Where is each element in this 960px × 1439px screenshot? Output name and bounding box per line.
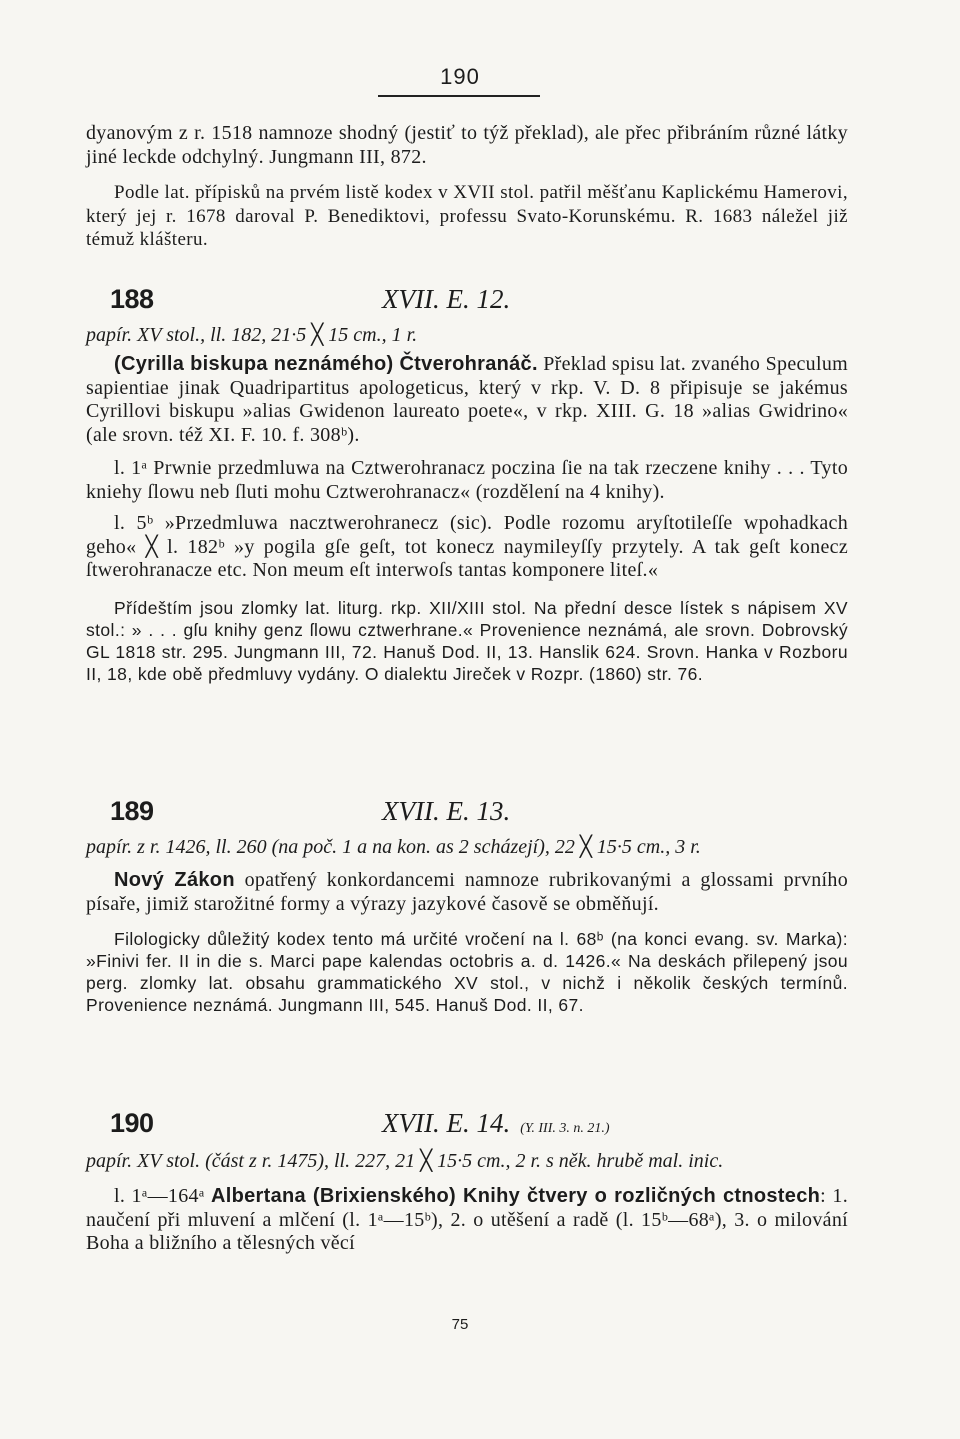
- intro-paragraph-1: dyanovým z r. 1518 namnoze shodný (jestiť to týž překlad), ale přec přibráním různé látky jiné leckde odchylný. Jungmann III, 872.: [86, 122, 848, 168]
- entry-signature: XVII. E. 12.: [382, 284, 511, 314]
- entry-signature-main: XVII. E. 14.: [382, 1108, 511, 1138]
- sheet-number: 75: [451, 1316, 469, 1333]
- entry-title-rest: Překlad spisu lat. zvaného Speculum sapientiae jinak Quadripartitus apologeticus, který v rkp. V. D. 8 připisuje se jakémus Cyrillovi biskupu »alias Gwidenon laureato poete«, v rkp. XIII. G. 18 »alias Gwidrino« (ale srovn. též XI. F. 10. f. 308ᵇ).: [86, 353, 848, 446]
- entry-paragraph-lead: l. 1ᵃ—164ᵃ: [114, 1185, 211, 1207]
- entry-189-body: [86, 836, 848, 1016]
- entry-paragraph-2: l. 5ᵇ »Przedmluwa nacztwerohranecz (sic). Podle rozomu aryſtotileſſe wpohadkach geho« ╳ l. 182ᵇ »y pogila gſe geſt, tot konecz naymileyſſy przytely. A tak geſt konecz ſtwerohranacze etc. Non meum eſt interwoſs tantas komponere liteſ.«: [86, 512, 848, 581]
- entry-description: [86, 353, 848, 447]
- entry-paragraph-3: Přídeštím jsou zlomky lat. liturg. rkp. XII/XIII stol. Na přední desce lístek s nápisem XV stol.: » . . . gſu knihy genz ſlowu cztwerhrane.« Provenience neznámá, ale srovn. Dobrovský GL 1818 str. 295. Jungmann III, 72. Hanuš Dod. II, 13. Hanslik 624. Srovn. Hanka v Rozboru II, 18, kde obě předmluvy vydány. O dialektu Jireček v Rozpr. (1860) str. 76.: [86, 597, 848, 684]
- entry-190-body: [86, 1150, 848, 1256]
- entry-paragraph-1: [86, 1185, 848, 1256]
- entry-description: [86, 869, 848, 916]
- entry-title: Nový Zákon: [114, 869, 235, 891]
- entry-paragraph-1: l. 1ᵃ Prwnie przedmluwa na Cztwerohranacz poczina ſie na tak rzeczene knihy . . . Tyto kniehy ſlowu neb ſluti mohu Cztwerohranacz« (rozdělení na 4 knihy).: [86, 457, 848, 503]
- entry-title: Albertana (Brixienského) Knihy čtvery o rozličných ctnostech: [210, 1185, 821, 1207]
- entry-188-body: [86, 324, 848, 685]
- entry-signature: [382, 1108, 610, 1139]
- page-number-rule: [378, 95, 540, 97]
- entry-title-rest: opatřený konkordancemi namnoze rubrikovanými a glossami prvního písaře, jimiž starožitné formy a výrazy jazykové časově se obměňují.: [86, 869, 849, 915]
- entry-signature-old: (Y. III. 3. n. 21.): [520, 1121, 610, 1136]
- entry-signature: XVII. E. 13.: [382, 796, 511, 826]
- entry-meta: papír. XV stol. (část z r. 1475), ll. 227, 21 ╳ 15·5 cm., 2 r. s něk. hrubě mal. inic.: [86, 1150, 724, 1172]
- entry-paragraph-1: Filologicky důležitý kodex tento má určité vročení na l. 68ᵇ (na konci evang. sv. Marka): »Finivi fer. II in die s. Marci pape kalendas octobris a. d. 1426.« Na deskách přilepený jsou perg. zlomky lat. obsahu grammatického XV stol., v nichž i několik českých termínů. Provenience neznámá. Jungmann III, 545. Hanuš Dod. II, 67.: [86, 929, 848, 1015]
- entry-title: (Cyrilla biskupa neznámého) Čtverohranáč.: [114, 353, 538, 375]
- entry-paragraph-rest: : 1. naučení při mluvení a mlčení (l. 1ᵃ—15ᵇ), 2. o utěšení a radě (l. 15ᵇ—68ᵃ), 3. o milování Boha a bližního a tělesných věcí: [86, 1185, 848, 1254]
- intro-paragraph-2: Podle lat. přípisků na prvém listě kodex v XVII stol. patřil měšťanu Kaplickému Hamerovi, který jej r. 1678 daroval P. Benediktovi, professu Svato-Korunskému. R. 1683 náležel již témuž klášteru.: [86, 182, 848, 250]
- intro-block: [86, 122, 848, 252]
- entry-meta: papír. XV stol., ll. 182, 21·5 ╳ 15 cm., 1 r.: [86, 324, 418, 346]
- entry-meta: papír. z r. 1426, ll. 260 (na poč. 1 a na kon. as 2 scházejí), 22 ╳ 15·5 cm., 3 r.: [86, 836, 701, 858]
- page-number: 190: [440, 64, 480, 89]
- entry-number: 189: [110, 796, 154, 826]
- entry-number: 188: [110, 284, 154, 314]
- entry-number: 190: [110, 1108, 154, 1138]
